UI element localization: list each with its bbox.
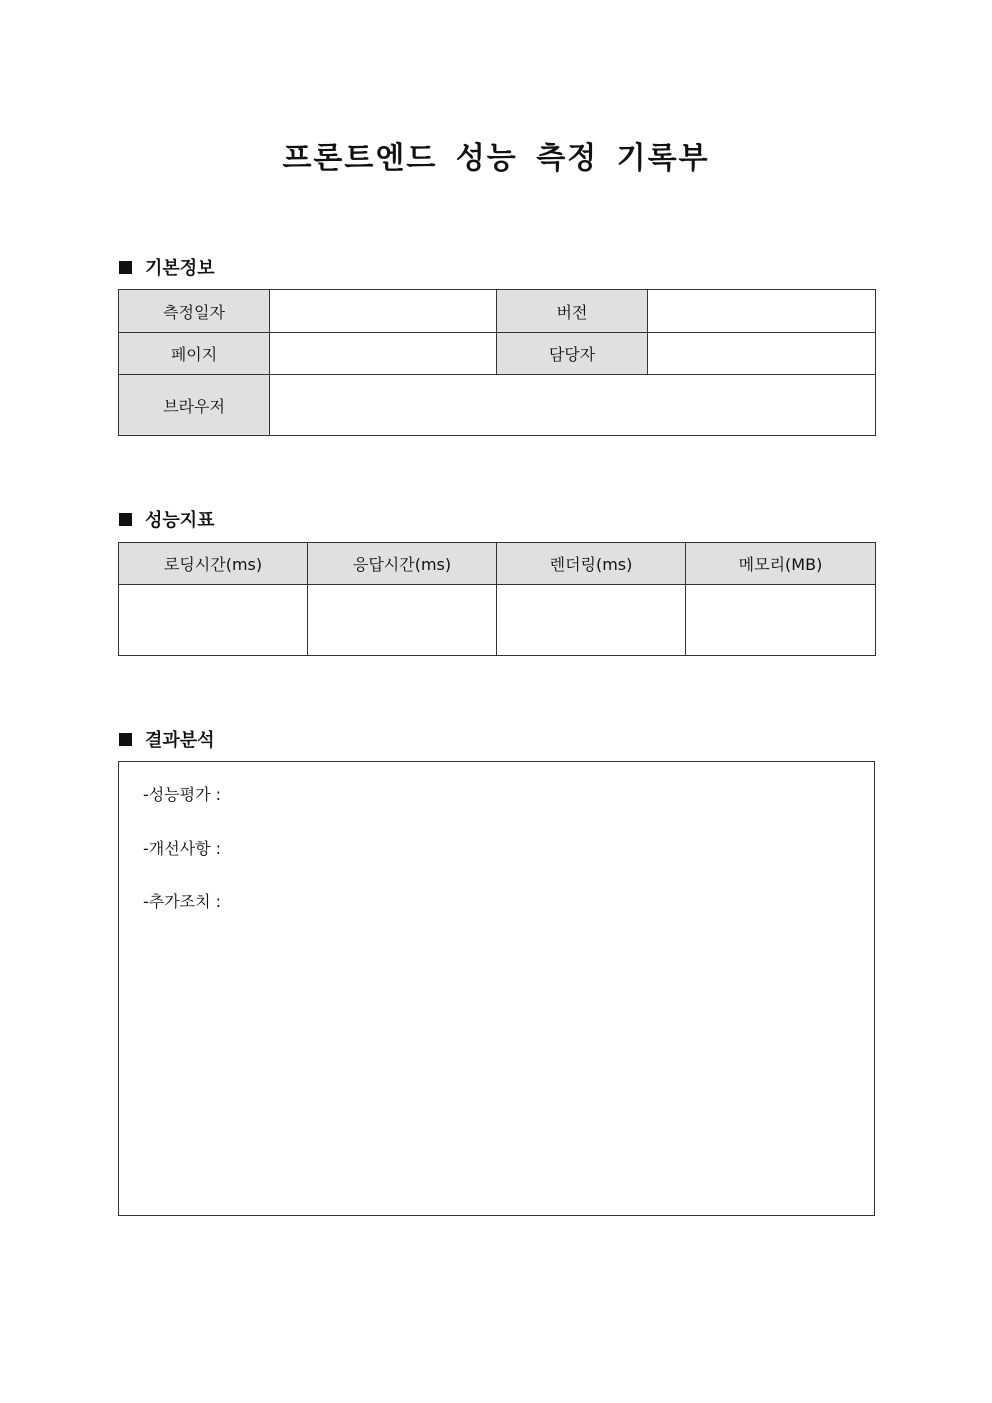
loading-time-field[interactable] [119, 585, 308, 656]
table-row [119, 290, 876, 333]
page-field[interactable] [270, 333, 497, 375]
analysis-heading [119, 726, 215, 752]
loading-time-header: 로딩시간(ms) [119, 543, 308, 585]
analysis-box[interactable] [118, 761, 875, 1216]
owner-field[interactable] [648, 333, 876, 375]
performance-evaluation-line: -성능평가 : [143, 785, 222, 804]
document-title: 프론트엔드 성능 측정 기록부 [282, 141, 710, 176]
rendering-header: 렌더링(ms) [497, 543, 686, 585]
owner-label: 담당자 [497, 333, 648, 375]
table-row [119, 333, 876, 375]
analysis-heading-text: 결과분석 [145, 730, 215, 751]
improvements-line: -개선사항 : [143, 839, 222, 858]
square-bullet-icon [119, 733, 132, 746]
metrics-table [118, 542, 876, 656]
memory-field[interactable] [686, 585, 876, 656]
version-field[interactable] [648, 290, 876, 333]
basic-info-table [118, 289, 876, 436]
date-field[interactable] [270, 290, 497, 333]
page-label: 페이지 [119, 333, 270, 375]
metrics-heading [119, 506, 215, 532]
additional-actions-line: -추가조치 : [143, 892, 222, 911]
square-bullet-icon [119, 261, 132, 274]
response-time-header: 응답시간(ms) [308, 543, 497, 585]
date-label: 측정일자 [119, 290, 270, 333]
version-label: 버전 [497, 290, 648, 333]
table-row [119, 375, 876, 436]
basic-info-heading-text: 기본정보 [145, 258, 215, 279]
rendering-field[interactable] [497, 585, 686, 656]
memory-header: 메모리(MB) [686, 543, 876, 585]
browser-label: 브라우저 [119, 375, 270, 436]
basic-info-heading [119, 254, 215, 280]
browser-field[interactable] [270, 375, 876, 436]
table-row [119, 585, 876, 656]
response-time-field[interactable] [308, 585, 497, 656]
metrics-heading-text: 성능지표 [145, 510, 215, 531]
square-bullet-icon [119, 513, 132, 526]
table-header-row [119, 543, 876, 585]
